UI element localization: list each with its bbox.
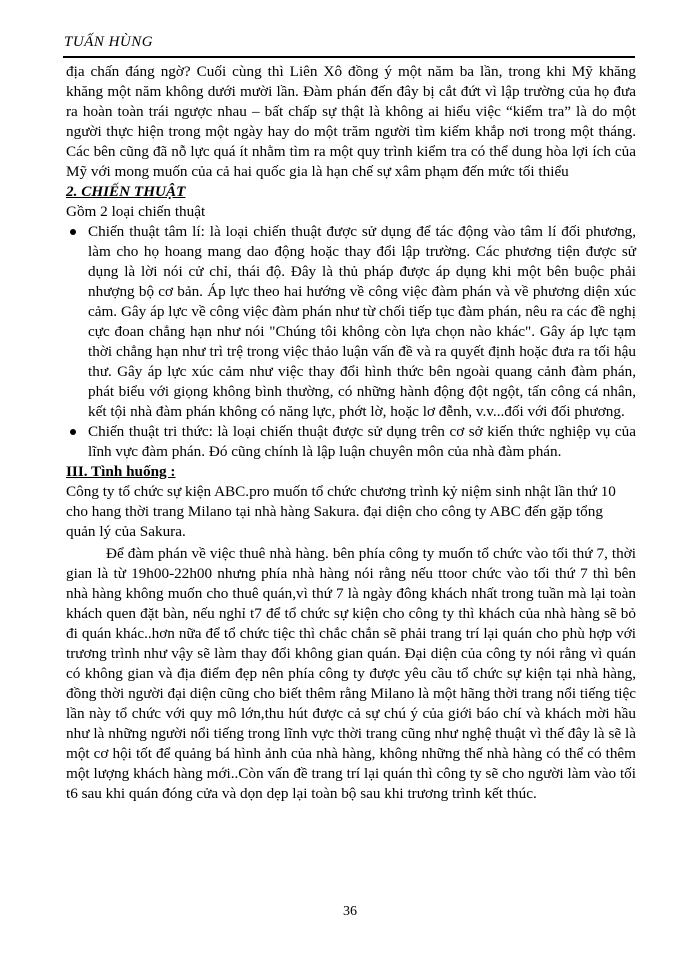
header-divider (63, 56, 635, 58)
running-header: TUẤN HÙNG (64, 34, 154, 50)
situation-intro: Công ty tổ chức sự kiện ABC.pro muốn tổ chức chương trình kỷ niệm sinh nhật lần thứ 10 cho hang thời trang Milano tại nhà hàng Sakura. đại diện cho công ty ABC đến gặp tổng quản lý của Sakura. (66, 483, 616, 540)
situation-body: Để đàm phán về việc thuê nhà hàng. bên phía công ty muốn tổ chức vào tối thứ 7, thời gian là từ 19h00-22h00 nhưng phía nhà hàng nói rằng nếu ttoor chức vào tối thứ 7 thì bên nhà hàng không muốn cho thuê quán,vì thứ 7 là ngày đông khách nhất trong tuần mà lại toàn khách quen đặt bàn, nếu nghỉ t7 để tổ chức sự kiện cho công ty thì khách của nhà hàng sẽ bỏ đi quán khác..hơn nữa để tổ chức tiệc thì chắc chắn sẽ phải trang trí lại quán cho phù hợp với trương trình như vậy sẽ làm thay đổi không gian quán. Đại diện của công ty nói rằng vì quán có không gian và địa điểm đẹp nên phía công ty được yêu cầu tổ chức sự kiện tại nhà hàng, đồng thời người đại diện cũng cho biết thêm rằng Milano là một hãng thời trang nổi tiếng tiệc lần này tổ chức với quy mô lớn,thu hút được cả sự chú ý của giới báo chí và khách mời hầu như là những người nổi tiếng trong lĩnh vực thời trang cũng như nghệ thuật vì thế đây là sẽ là một cơ hội tốt để quảng bá hình ảnh của nhà hàng, không những thế nhà hàng có thể có thêm một lượng khách hàng mới..Còn vấn đề trang trí lại quán thì công ty sẽ cho người làm vào tối t6 sau khi quán đóng cửa và dọn dẹp lại toàn bộ sau khi trương trình kết thúc. (66, 545, 636, 802)
section-2-heading: 2. CHIẾN THUẬT (66, 183, 186, 200)
section-3-heading: III. Tình huống : (66, 463, 176, 480)
intro-paragraph: địa chấn đáng ngờ? Cuối cùng thì Liên Xô đồng ý một năm ba lần, trong khi Mỹ khăng khăng một năm không dưới mười lần. Đàm phán đến đây bị cắt đứt vì lập trường của họ đưa ra hoàn toàn trái ngược nhau – bất chấp sự thật là không ai hiểu việc “kiểm tra” là do một người thực hiện trong một ngày hay do một trăm người tìm kiếm khắp nơi trong một tháng. Các bên cũng đã nỗ lực quá ít nhằm tìm ra một quy trình kiểm tra có thể dung hòa lợi ích của Mỹ với mong muốn của cả hai quốc gia là hạn chế sự xâm phạm đến mức tối thiểu (66, 63, 636, 180)
page-content (66, 62, 636, 804)
tactics-list (66, 222, 636, 462)
list-item-text: Chiến thuật tâm lí: là loại chiến thuật được sử dụng để tác động vào tâm lí đối phương, làm cho họ hoang mang dao động hoặc thay đổi lập trường. Các phương tiện được sử dụng là lời nói cử chỉ, thái độ. Đây là thủ pháp được áp dụng khi một bên buộc phải nhượng bộ cơ bản. Áp lực theo hai hướng về công việc đàm phán và về phương diện xúc cảm. Gây áp lực về công việc đàm phán như từ chối tiếp tục đàm phán, nêu ra các đề nghị cực đoan chẳng hạn như nói "Chúng tôi không còn lựa chọn nào khác". Gây áp lực tạm thời chẳng hạn như trì trệ trong việc thảo luận vấn đề và ra quyết định hoặc đưa ra tối hậu thư. Gây áp lực xúc cảm như việc thay đổi hình thức bên ngoài quang cảnh đàm phán, phát biểu với giọng không bình thường, có những hành động đột ngột, tấn công cá nhân, kết tội nhà đàm phán không có năng lực, phớt lờ, hoặc lơ đễnh, v.v...đối với đối phương. (88, 223, 636, 420)
page-number: 36 (343, 904, 357, 919)
list-item-text: Chiến thuật tri thức: là loại chiến thuật được sử dụng trên cơ sở kiến thức nghiệp vụ của lĩnh vực đàm phán. Đó cũng chính là lập luận chuyên môn của nhà đàm phán. (88, 423, 636, 460)
list-item-psychological-tactic (66, 222, 636, 422)
list-item-knowledge-tactic (66, 422, 636, 462)
bullet-icon (70, 229, 76, 235)
section-2-intro: Gồm 2 loại chiến thuật (66, 203, 206, 220)
bullet-icon (70, 429, 76, 435)
